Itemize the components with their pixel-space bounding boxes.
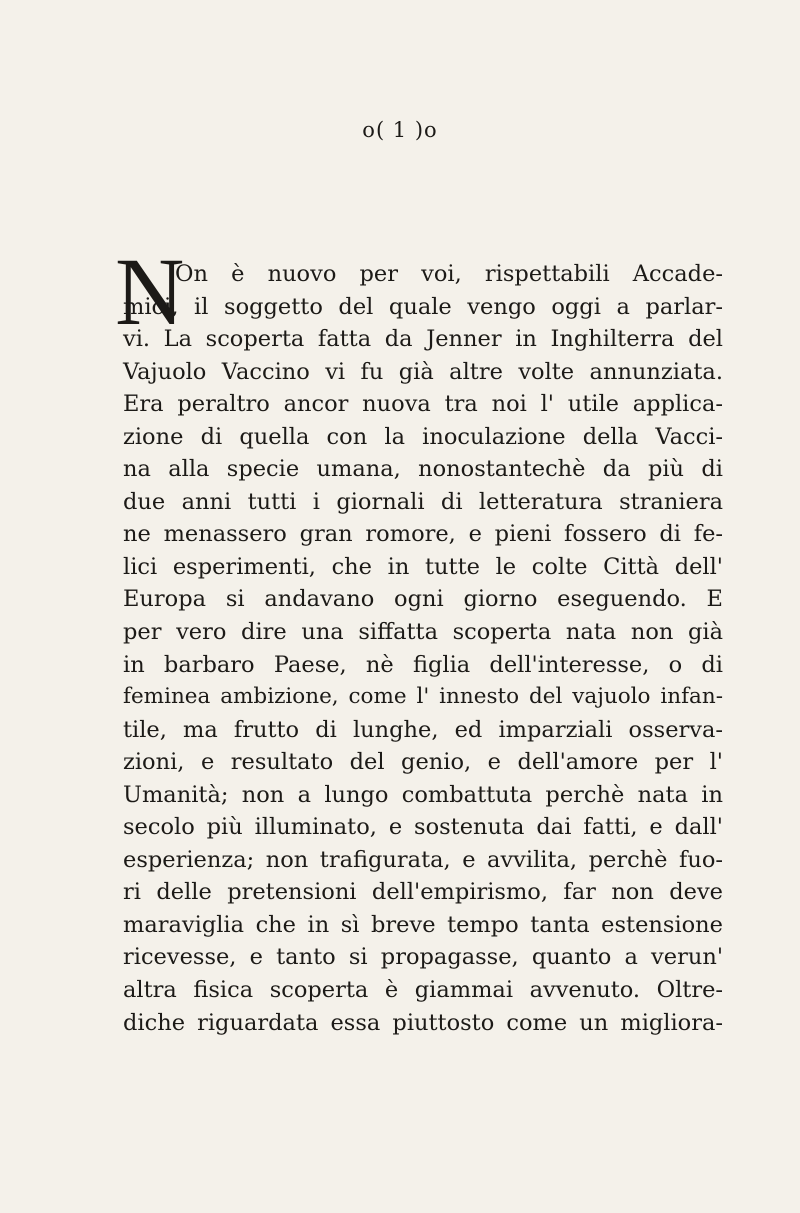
text-line: na alla specie umana, nonostantechè da più di <box>123 456 723 483</box>
text-line: Umanità; non a lungo combattuta perchè nata in <box>123 781 723 808</box>
text-line: secolo più illuminato, e sostenuta dai fatti, e dall' <box>123 814 723 841</box>
text-line: maraviglia che in sì breve tempo tanta estensione <box>123 911 723 938</box>
text-line: per vero dire una siffatta scoperta nata non già <box>123 619 723 646</box>
page-number-header: o( 1 )o <box>362 118 438 142</box>
text-line: in barbaro Paese, nè figlia dell'interesse, o di <box>123 651 723 678</box>
text-line: lici esperimenti, che in tutte le colte Città dell' <box>123 553 723 580</box>
text-line: vi. La scoperta fatta da Jenner in Inghilterra del <box>123 326 723 353</box>
text-line: altra fisica scoperta è giammai avvenuto. Oltre- <box>123 977 723 1004</box>
text-line: feminea ambizione, come l' innesto del vajuolo infan- <box>123 684 723 710</box>
text-line: ri delle pretensioni dell'empirismo, far non deve <box>123 879 723 906</box>
text-line: Europa si andavano ogni giorno eseguendo. E <box>123 586 723 613</box>
text-line: ricevesse, e tanto si propagasse, quanto a verun' <box>123 944 723 971</box>
text-line: Era peraltro ancor nuova tra noi l' utile applica- <box>123 391 723 418</box>
text-line: zioni, e resultato del genio, e dell'amore per l' <box>123 749 723 776</box>
text-line: due anni tutti i giornali di letteratura straniera <box>123 488 723 515</box>
text-line: diche riguardata essa piuttosto come un migliora- <box>123 1009 723 1036</box>
text-line: tile, ma frutto di lunghe, ed imparziali osserva- <box>123 716 723 743</box>
text-line: mici, il soggetto del quale vengo oggi a parlar- <box>123 293 723 320</box>
text-line: zione di quella con la inoculazione della Vacci- <box>123 423 723 450</box>
text-line: Vajuolo Vaccino vi fu già altre volte annunziata. <box>123 358 723 385</box>
drop-cap: N <box>115 238 185 345</box>
text-line: ne menassero gran romore, e pieni fossero di fe- <box>123 521 723 548</box>
text-line: esperienza; non trafigurata, e avvilita, perchè fuo- <box>123 846 723 873</box>
text-line: On è nuovo per voi, rispettabili Accade- <box>175 261 723 287</box>
body-text <box>115 238 723 1039</box>
